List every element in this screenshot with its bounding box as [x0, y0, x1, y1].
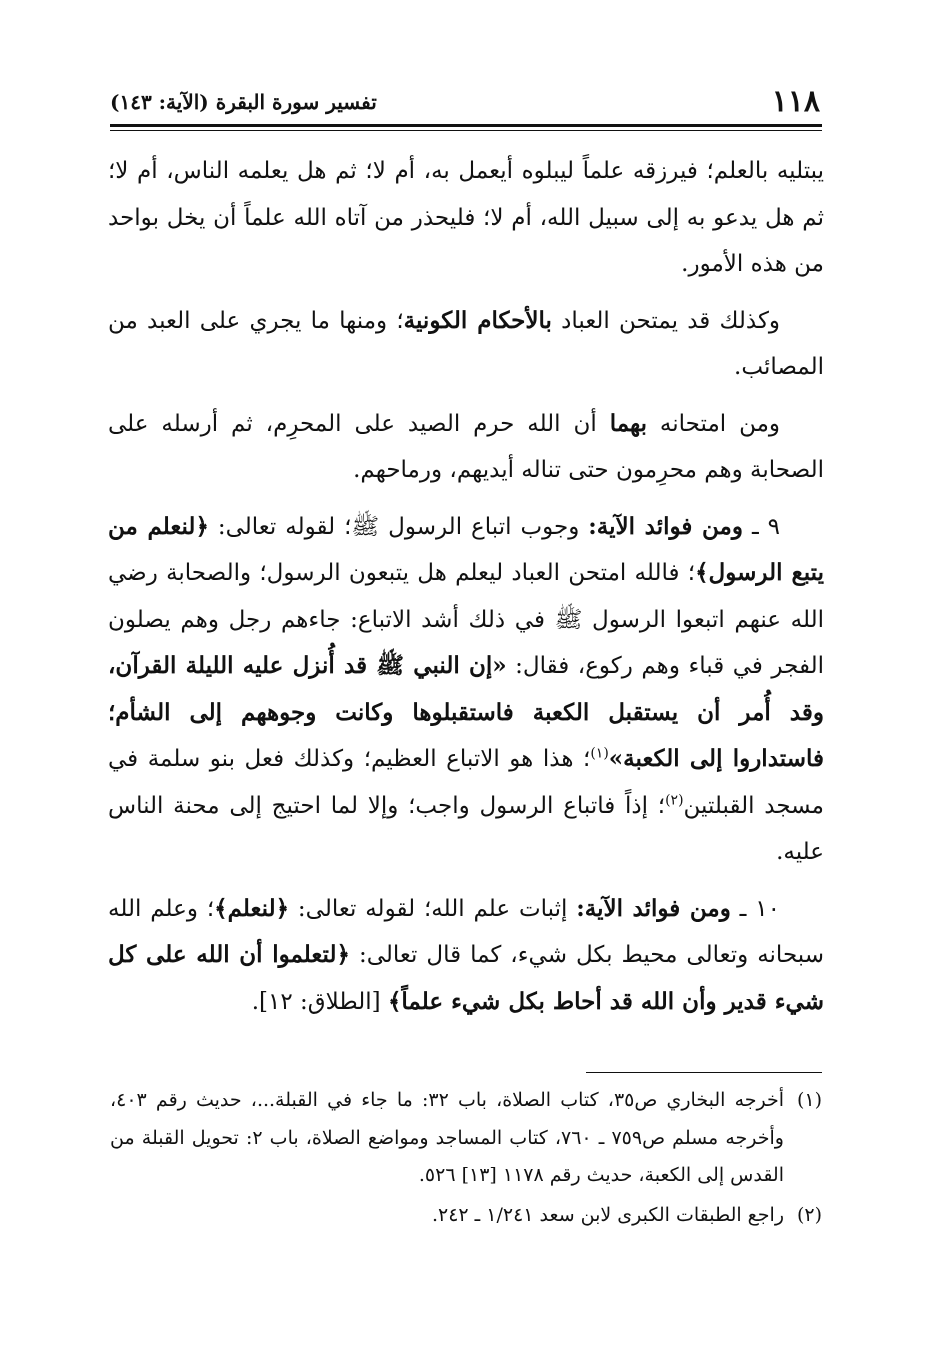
footnote-1-number: (١)	[796, 1089, 822, 1111]
benefit-9-text-e: ؛ فالله امتحن العباد ليعلم هل يتبعون الرسول؛ والصحابة رضي الله عنهم اتبعوا الرسول ﷺ في ذلك أشد الاتباع: جاءهم رجل وهم يصلون الفجر في قباء وهم ركوع، فقال:	[108, 560, 824, 679]
benefit-9-heading: ومن فوائد الآية:	[588, 512, 743, 540]
benefit-10-verse-1: ﴿لنعلم﴾	[214, 894, 290, 922]
paragraph-1-text: يبتليه بالعلم؛ فيرزقه علماً ليبلوه أيعمل به، أم لا؛ ثم هل يعلمه الناس، أم لا؛ ثم هل يدعو به إلى سبيل الله، أم لا؛ فليحذر من آتاه الله علماً أن يخل بواحد من هذه الأمور.	[108, 158, 824, 277]
benefit-10-text-e: ؛ وعلم الله سبحانه وتعالى محيط بكل شيء، كما قال تعالى:	[108, 895, 824, 968]
benefit-9-text-h: ؛ إذاً فاتباع الرسول واجب؛ وإلا لما احتيج إلى محنة الناس عليه.	[108, 792, 824, 865]
main-text	[108, 148, 824, 1035]
page-number: ١١٨	[771, 84, 820, 119]
benefit-10-heading: ومن فوائد الآية:	[576, 894, 731, 922]
footnote-separator	[586, 1072, 822, 1073]
header-rule-thin	[110, 130, 822, 131]
paragraph-benefit-9	[108, 504, 824, 876]
benefit-10-verse-2: ﴿لتعلموا أن الله على كل شيء قدير وأن الله قد أحاط بكل شيء علماً﴾	[108, 941, 824, 1015]
footnote-2-number: (٢)	[796, 1203, 822, 1226]
benefit-9-number: ٩ ـ	[743, 513, 781, 540]
paragraph-2-text-a: وكذلك قد يمتحن العباد	[551, 307, 781, 334]
header-rule-thick	[110, 124, 822, 127]
footnote-2	[110, 1197, 822, 1235]
paragraph-3	[108, 401, 824, 494]
footnote-2-text: راجع الطبقات الكبرى لابن سعد ١/٢٤١ ـ ٢٤٢.	[431, 1203, 784, 1226]
footnote-1	[110, 1082, 822, 1195]
footnote-1-text: أخرجه البخاري ص٣٥، كتاب الصلاة، باب ٣٢: ما جاء في القبلة...، حديث رقم ٤٠٣، وأخرجه مسلم ص٧٥٩ ـ ٧٦٠، كتاب المساجد ومواضع الصلاة، باب ٢: تحويل القبلة من القدس إلى الكعبة، حديث رقم ١١٧٨ [١٣] ٥٢٦.	[110, 1089, 785, 1186]
benefit-9-verse: ﴿لنعلم من يتبع الرسول﴾	[108, 512, 824, 586]
benefit-9-text-g: ؛ هذا هو الاتباع العظيم؛ وكذلك فعل بنو سلمة في مسجد القبلتين	[108, 746, 825, 819]
paragraph-1	[108, 148, 824, 288]
paragraph-3-bold-term: بهما	[609, 409, 647, 437]
paragraph-3-text-c: أن الله حرم الصيد على المحرِم، ثم أرسله على الصحابة وهم محرِمون حتى تناله أيديهم، ورماحهم.	[108, 410, 824, 483]
benefit-10-text-c: إثبات علم الله؛ لقوله تعالى:	[289, 895, 577, 922]
paragraph-3-text-a: ومن امتحانه	[647, 410, 780, 437]
footnote-ref-1: (١)	[590, 745, 609, 762]
paragraph-benefit-10	[108, 886, 824, 1026]
page-header	[110, 82, 820, 122]
running-title: تفسير سورة البقرة (الآية: ١٤٣)	[110, 90, 377, 114]
benefit-10-number: ١٠ ـ	[730, 895, 781, 922]
benefit-9-text-c: وجوب اتباع الرسول ﷺ؛ لقوله تعالى:	[208, 513, 589, 540]
paragraph-2	[108, 298, 824, 391]
benefit-10-citation: [الطلاق: ١٢].	[251, 988, 388, 1015]
footnotes	[110, 1082, 822, 1236]
paragraph-2-bold-term: بالأحكام الكونية	[403, 306, 552, 334]
paragraph-2-text-c: ؛ ومنها ما يجري على العبد من المصائب.	[108, 307, 824, 380]
footnote-ref-2: (٢)	[665, 791, 684, 808]
benefit-9-hadith: «إن النبي ﷺ قد أُنزل عليه الليلة القرآن، وقد أُمر أن يستقبل الكعبة فاستقبلوها وكانت وجوههم إلى الشأم؛ فاستداروا إلى الكعبة»	[108, 652, 824, 772]
